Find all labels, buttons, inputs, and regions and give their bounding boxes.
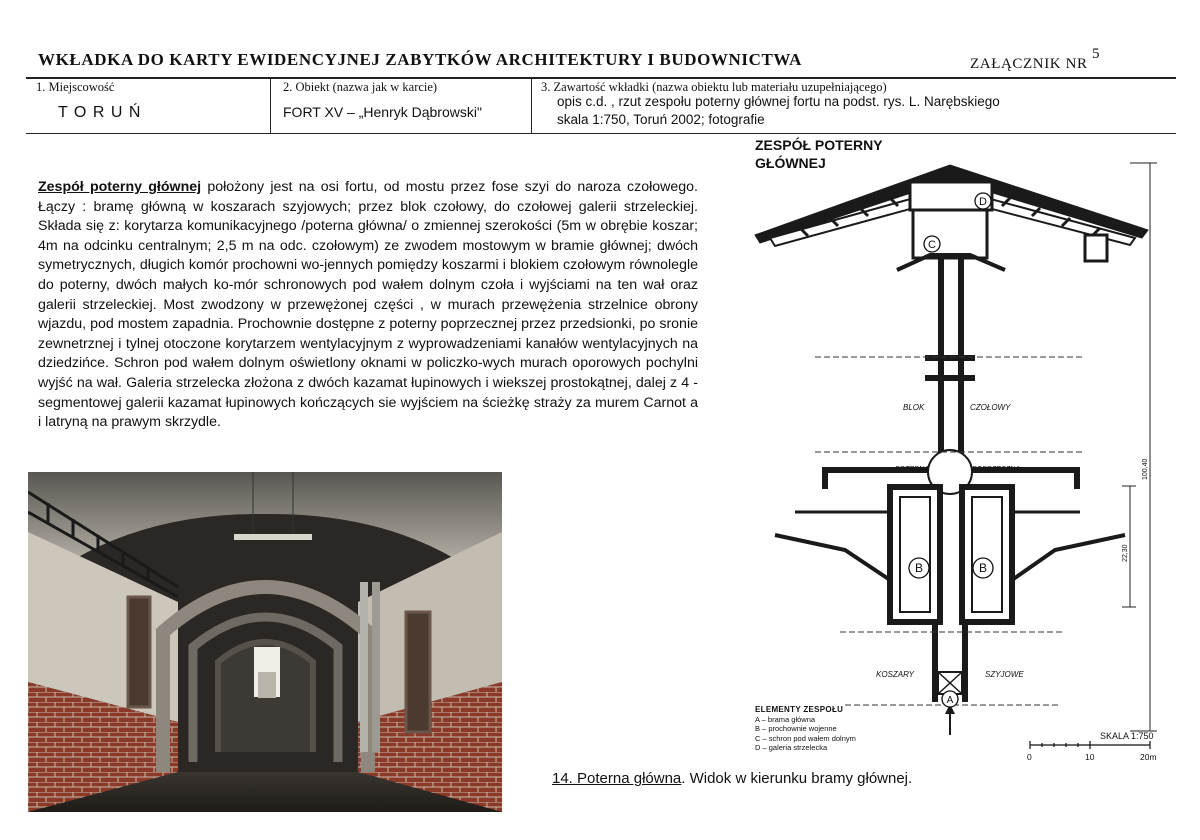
marker-c: C bbox=[928, 239, 936, 251]
plan-title-line-2: GŁÓWNEJ bbox=[755, 155, 826, 171]
corridor-photo bbox=[28, 472, 502, 812]
description-paragraph bbox=[38, 178, 698, 433]
plan-legend bbox=[755, 705, 856, 753]
annex-number: 5 bbox=[1091, 46, 1101, 62]
scale-10: 10 bbox=[1085, 752, 1095, 762]
annex-label-text: ZAŁĄCZNIK NR bbox=[970, 56, 1088, 72]
annex-label bbox=[970, 46, 1101, 73]
label-blok: BLOK bbox=[903, 403, 925, 412]
marker-d: D bbox=[979, 196, 987, 208]
content-line-1: opis c.d. , rzut zespołu poterny głównej fortu na podst. rys. L. Narębskiego bbox=[557, 94, 1000, 109]
description-lead: Zespół poterny głównej bbox=[38, 179, 202, 195]
photo-caption bbox=[552, 770, 912, 787]
label-poprzeczna: POPRZECZNA bbox=[972, 466, 1020, 473]
photo-caption-number: 14. Poterna główna bbox=[552, 770, 682, 787]
legend-a: A – brama główna bbox=[755, 714, 816, 724]
field-divider-2 bbox=[531, 78, 532, 133]
label-szyjowe: SZYJOWE bbox=[985, 670, 1024, 679]
marker-b-left: B bbox=[914, 561, 924, 575]
legend-c: C – schron pod wałem dolnym bbox=[755, 733, 856, 743]
plan-title-line-1: ZESPÓŁ POTERNY bbox=[755, 137, 883, 153]
photo-caption-text: . Widok w kierunku bramy głównej. bbox=[681, 770, 913, 787]
dim-total: 100,40 bbox=[1142, 458, 1149, 480]
label-poterna: POTERNA bbox=[895, 466, 929, 473]
marker-a: A bbox=[946, 695, 954, 706]
potern-plan-drawing bbox=[745, 130, 1175, 770]
content-label: 3. Zawartość wkładki (nazwa obiektu lub materiału uzupełniającego) bbox=[541, 80, 887, 94]
object-value: FORT XV – „Henryk Dąbrowski" bbox=[283, 104, 482, 120]
locality-value: T O R U Ń bbox=[58, 104, 142, 121]
content-line-2: skala 1:750, Toruń 2002; fotografie bbox=[557, 112, 765, 127]
label-koszary: KOSZARY bbox=[876, 670, 914, 679]
locality-label: 1. Miejscowość bbox=[36, 80, 115, 94]
object-label: 2. Obiekt (nazwa jak w karcie) bbox=[283, 80, 438, 94]
corridor-photo-drawing bbox=[28, 472, 502, 812]
scale-0: 0 bbox=[1027, 752, 1032, 762]
header-top-rule bbox=[26, 77, 1176, 79]
legend-title: ELEMENTY ZESPOŁU bbox=[755, 705, 844, 714]
field-divider-1 bbox=[270, 78, 271, 133]
scale-label: SKALA 1:750 bbox=[1100, 731, 1154, 741]
legend-b: B – prochownie wojenne bbox=[755, 724, 837, 733]
scale-20: 20m bbox=[1140, 752, 1157, 762]
marker-b-right: B bbox=[978, 561, 988, 575]
dim-part: 22,30 bbox=[1122, 544, 1129, 562]
description-text: położony jest na osi fortu, od mostu przez fose szyi do naroza czołowego. Łączy : bramę główną w koszarach szyjowych; przez blok czołowy, do czołowej galerii strzeleckiej. Składa się z: korytarza komunikacyjnego /poterna główna/ o zmiennej szerokości (5m w obrębie koszar; 4m na odcinku centralnym; 2,5 m na odc. czołowym) ze zwodem mostowym w bramie głównej; dwóch symetrycznych, długich komór prochowni wo-jennych pomiędzy koszarmi i blokiem czołowym równolegle do poterny, dwóch małych ko-mór schronowych pod wałem dolnym czoła i wyjściami na ten wał oraz galerii strzeleckiej. Most zwodzony w przewężonej części , w murach przewężenia strzelnice obrony wjazdu, pod mostem zapadnia. Prochownie dostępne z poterny poprzecznej przez przedsionki, po sronie zewnetrznej i tylnej otoczone korytarzem wentylacyjnym z wyprowadzeniami kanałów wentylacyjnych na dziedzińce. Schron pod wałem dolnym oświetlony oknami w policzko-wych murach oporowych pochylni wyjść na wał. Galeria strzelecka złożona z dwóch kazamat łupinowych i wiekszej prostokątnej, dalej z 4 - segmentowej galerii kazamat łupinowych kończących sie wyjściem na ścieżkę straży za murem Carnot a i latryną na prawym skrzydle. bbox=[38, 179, 698, 431]
label-czolowy: CZOŁOWY bbox=[970, 403, 1011, 412]
card-title: WKŁADKA DO KARTY EWIDENCYJNEJ ZABYTKÓW ARCHITEKTURY I BUDOWNICTWA bbox=[38, 50, 803, 69]
legend-d: D – galeria strzelecka bbox=[755, 743, 828, 752]
